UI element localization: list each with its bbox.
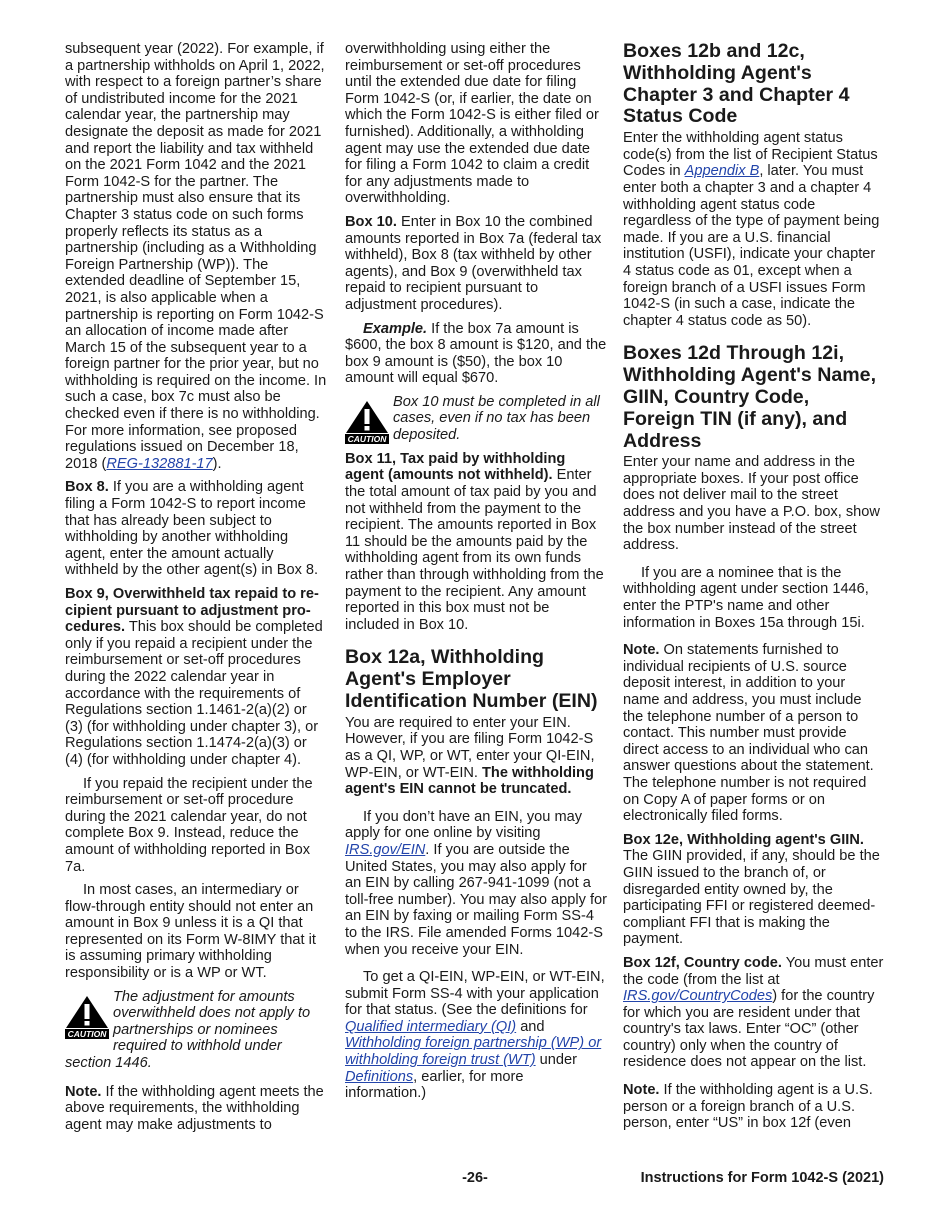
- note-paragraph: Note. On statements furnished to individual recipients of U.S. source deposit interest, in addition to your name and address, you must include the telephone number of a person to contact. This number must provide direct access to an individual who can answer questions about the statement. The telephone number is not required on Copy A of paper forms or on electronically filed forms.: [623, 642, 874, 825]
- box12f-paragraph: Box 12f, Country code. You must enter the code (from the list at IRS.gov/CountryCodes) for the country for which you are resident under that country's tax laws. Enter “OC” (other country) only when the country of residence does not appear on the list.: [623, 954, 884, 1071]
- appendix-b-link[interactable]: Appendix B: [684, 163, 760, 180]
- qi-link[interactable]: Qualified intermediary (QI): [345, 1018, 517, 1035]
- box10-paragraph: Box 10. Enter in Box 10 the combined amounts reported in Box 7a (federal tax withheld), Box 8 (tax withheld by other agents), and Box 9 (overwithheld tax repaid to recipient pursuant to adjustment procedures).: [345, 213, 602, 313]
- column-3: [623, 41, 885, 1139]
- wp-wt-link[interactable]: Withholding foreign partnership (WP) or withholding foreign trust (WT): [345, 1035, 602, 1069]
- country-codes-link[interactable]: IRS.gov/CountryCodes: [623, 988, 773, 1005]
- caution-icon: [65, 995, 109, 1039]
- paragraph: In most cases, an intermediary or flow-through entity should not enter an amount in Box 9 unless it is a QI that represented on its Form W-8IMY that it is assuming primary withholding responsibility or is a WP or WT.: [65, 882, 316, 982]
- heading-box12b: Boxes 12b and 12c, Withholding Agent's Chapter 3 and Chapter 4 Status Code: [623, 40, 850, 128]
- form-title: Instructions for Form 1042-S (2021): [640, 1170, 884, 1186]
- box11-paragraph: Box 11, Tax paid by withholding agent (amounts not withheld). Enter the total amount of tax paid by you and not withheld from the payment to the recipient. The amounts reported in Box 11 should be the amounts paid by the withholding agent from its own funds rather than through withholding from the payment to the recipient. Any amount reported in this box must not be included in Box 10.: [345, 450, 604, 633]
- heading-box12a: Box 12a, Withholding Agent's Employer Identification Number (EIN): [345, 646, 598, 712]
- box12e-paragraph: Box 12e, Withholding agent's GIIN. The GIIN provided, if any, should be the GIIN issued to the branch of, or disregarded entity owned by, the participating FFI or registered deemed-compliant FFI that is making the payment.: [623, 831, 880, 948]
- caution-note: CAUTION The adjustment for amounts overwithheld does not apply to partnerships or nominees required to withhold under section 1446.: [65, 988, 311, 1072]
- paragraph: If you repaid the recipient under the reimbursement or set-off procedure during the 2021 calendar year, do not complete Box 9. Instead, reduce the amount of withholding reported in Box 7a.: [65, 775, 313, 875]
- note-paragraph: Note. If the withholding agent meets the above requirements, the withholding agent may make adjustments to: [65, 1083, 324, 1133]
- example-paragraph: Example. If the box 7a amount is $600, the box 8 amount is $120, and the box 9 amount is ($50), the box 10 amount will equal $670.: [345, 320, 607, 387]
- definitions-link[interactable]: Definitions: [345, 1068, 414, 1085]
- paragraph: Enter the withholding agent status code(s) from the list of Recipient Status Codes in Appendix B, later. You must enter both a chapter 3 and a chapter 4 withholding agent status code regardless of the type of payment being made. If you are a U.S. financial institution (USFI), indicate your chapter 4 status code as 01, except when a foreign branch of a USFI issues Form 1042-S (in such a case, indicate the chapter 4 status code as 50).: [623, 130, 880, 329]
- paragraph: If you are a nominee that is the withholding agent under section 1446, enter the PTP's name and other information in Boxes 15a through 15i.: [623, 564, 869, 631]
- svg-text:CAUTION: CAUTION: [347, 433, 387, 444]
- paragraph: Enter your name and address in the appropriate boxes. If your post office does not deliver mail to the street address and you have a P.O. box, show the box number instead of the street address.: [623, 454, 880, 554]
- paragraph: overwithholding using either the reimbursement or set-off procedures until the extended due date for filing Form 1042-S (or, if earlier, the date on which the Form 1042-S is either filed or furnished). Additionally, a withholding agent may use the extended due date for filing a Form 1042 to claim a credit for any adjustments made to overwithholding.: [345, 41, 599, 207]
- page-number: -26-: [462, 1170, 488, 1186]
- column-1: [65, 41, 327, 1140]
- reg-link[interactable]: REG-132881-17: [106, 455, 213, 472]
- caution-note: CAUTION Box 10 must be completed in all cases, even if no tax has been deposited.: [345, 394, 607, 444]
- paragraph: subsequent year (2022). For example, if a partnership withholds on April 1, 2022, with respect to a foreign partner’s share of undistributed income for the 2021 calendar year, the partnership may designate the deposit as made for 2021 and report the liability and tax withheld on the 2021 Form 1042 and the 2021 Form 1042-S for the partner. The partnership must also ensure that its Chapter 3 status code on such forms properly reflects its status as a partnership (including as a Withholding Foreign Partnership (WP)). The extended deadline of September 15, 2021, is also applicable when a partnership is reporting on Form 1042-S an allocation of income made after March 15 of the subsequent year to a foreign partner for the prior year, but no withholding is required on the income. In such a case, box 7c must also be checked even if there is no withholding. For more information, see proposed regulations issued on December 18, 2018 (REG-132881-17).: [65, 41, 327, 472]
- paragraph: If you don’t have an EIN, you may apply for one online by visiting IRS.gov/EIN. If you are outside the United States, you may also apply for an EIN by calling 267-941-1099 (not a toll-free number). You may also apply for an EIN by faxing or mailing Form SS-4 to the IRS. File amended Forms 1042-S when you receive your EIN.: [345, 808, 608, 958]
- box9-paragraph: Box 9, Overwithheld tax repaid to recipient pursuant to adjustment procedures. This box should be completed only if you repaid a recipient under the reimbursement or set-off procedures during the 2022 calendar year in accordance with the requirements of Regulations section 1.1461-2(a)(2) or (3) (for withholding under chapter 3), or Regulations section 1.1474-2(a)(3) or (4) (for withholding under chapter 4).: [65, 586, 323, 768]
- heading-box12d: Boxes 12d Through 12i, Withholding Agent's Name, GIIN, Country Code, Foreign TIN (if any), and Address: [623, 342, 877, 452]
- column-2: [345, 41, 607, 1109]
- svg-text:CAUTION: CAUTION: [67, 1028, 107, 1039]
- paragraph: You are required to enter your EIN. However, if you are filing Form 1042-S as a QI, WP, or WT, enter your QI-EIN, WP-EIN, or WT-EIN. The withholding agent's EIN cannot be truncated.: [345, 714, 595, 798]
- box8-paragraph: Box 8. If you are a withholding agent filing a Form 1042-S to report income that has already been subject to withholding by another withholding agent, enter the amount actually withheld by the other agent(s) in Box 8.: [65, 479, 319, 579]
- irs-ein-link[interactable]: IRS.gov/EIN: [345, 841, 426, 858]
- note-paragraph: Note. If the withholding agent is a U.S. person or a foreign branch of a U.S. person, enter “US” in box 12f (even: [623, 1082, 873, 1132]
- paragraph: To get a QI-EIN, WP-EIN, or WT-EIN, submit Form SS-4 with your application for that status. (See the definitions for Qualified intermediary (QI) and Withholding foreign partnership (WP) or withholding foreign trust (WT) under Definitions, earlier, for more information.): [345, 969, 605, 1102]
- caution-icon: [345, 400, 389, 444]
